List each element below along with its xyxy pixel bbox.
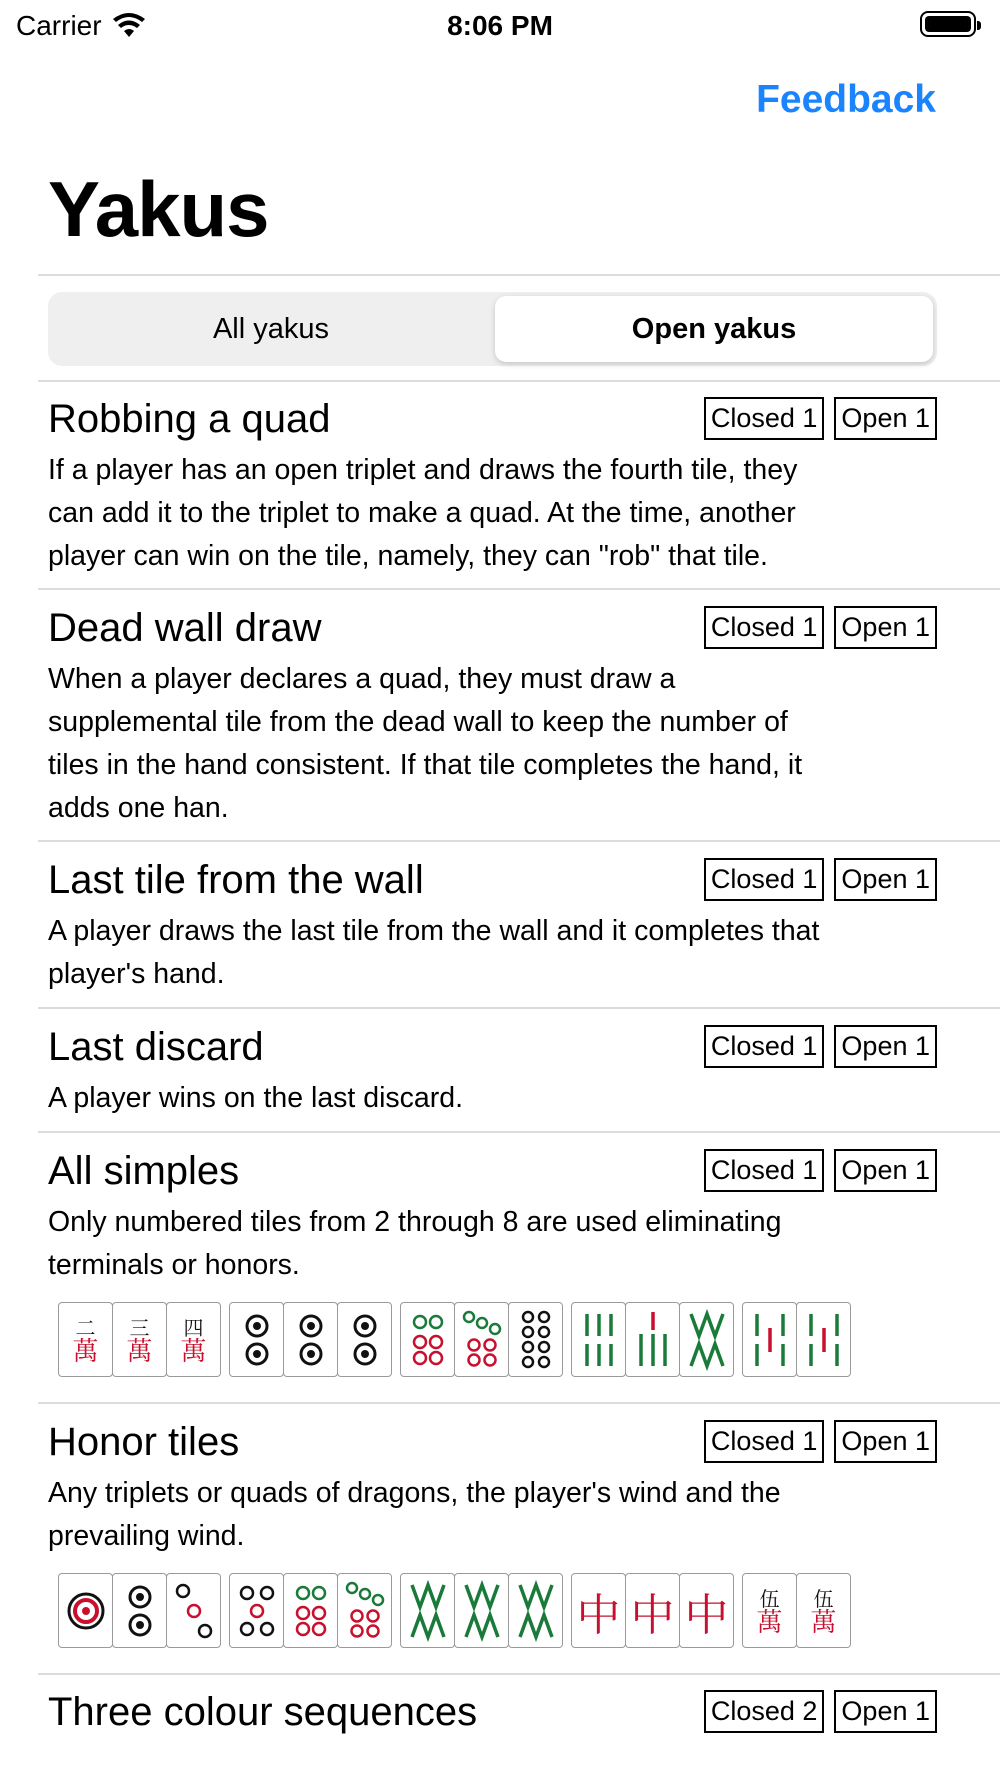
tile-6-pin — [400, 1302, 455, 1377]
open-han-badge: Open 1 — [834, 1025, 937, 1068]
tile-5-pin — [229, 1573, 284, 1648]
han-badges — [704, 1420, 937, 1463]
han-badges — [704, 1025, 937, 1068]
yaku-description: When a player declares a quad, they must draw a supplemental tile from the dead wall to keep the number of tiles in the hand consistent. If that tile completes the hand, it adds one han. — [48, 663, 803, 824]
han-badges — [704, 1149, 937, 1192]
tile-7-pin — [454, 1302, 509, 1377]
closed-han-badge: Closed 1 — [704, 1420, 825, 1463]
yaku-title: Last tile from the wall — [48, 858, 424, 902]
divider — [38, 840, 1000, 842]
tile-8-sou — [508, 1573, 563, 1648]
yaku-title: Three colour sequences — [48, 1690, 478, 1734]
open-han-badge: Open 1 — [834, 606, 937, 649]
divider — [38, 1402, 1000, 1404]
tile-2-pin — [229, 1302, 284, 1377]
tile-2-pin — [283, 1302, 338, 1377]
tile-4-man: 四 萬 — [166, 1302, 221, 1377]
divider — [38, 1131, 1000, 1133]
tile-2-pin — [112, 1573, 167, 1648]
closed-han-badge: Closed 1 — [704, 397, 825, 440]
tile-red-dragon: 中 — [571, 1573, 626, 1648]
segmented-control — [48, 292, 937, 366]
tile-3-man: 三 萬 — [112, 1302, 167, 1377]
open-han-badge: Open 1 — [834, 1420, 937, 1463]
feedback-button[interactable]: Feedback — [756, 78, 936, 121]
closed-han-badge: Closed 1 — [704, 606, 825, 649]
tile-8-sou — [454, 1573, 509, 1648]
yaku-description: If a player has an open triplet and draws the fourth tile, they can add it to the triplet to make a quad. At the time, another player can win on the tile, namely, they can "rob" that tile. — [48, 454, 798, 572]
yaku-row[interactable] — [48, 858, 937, 1004]
tile-5-man: 伍 萬 — [742, 1573, 797, 1648]
open-han-badge: Open 1 — [834, 1690, 937, 1733]
yaku-title: Last discard — [48, 1025, 264, 1069]
page-title: Yakus — [48, 165, 269, 253]
tile-7-pin — [337, 1573, 392, 1648]
tile-5-man: 伍 萬 — [796, 1573, 851, 1648]
status-bar — [0, 0, 1000, 50]
tile-6-sou — [571, 1302, 626, 1377]
closed-han-badge: Closed 1 — [704, 858, 825, 901]
yaku-title: Honor tiles — [48, 1420, 240, 1464]
closed-han-badge: Closed 2 — [704, 1690, 825, 1733]
tile-8-sou — [400, 1573, 455, 1648]
clock: 8:06 PM — [447, 10, 553, 41]
han-badges — [704, 606, 937, 649]
open-han-badge: Open 1 — [834, 397, 937, 440]
battery-icon — [920, 11, 976, 37]
tile-8-pin — [508, 1302, 563, 1377]
tile-7-sou — [625, 1302, 680, 1377]
divider — [38, 380, 1000, 382]
tile-2-man: 二 萬 — [58, 1302, 113, 1377]
segment-open-yakus[interactable]: Open yakus — [495, 296, 933, 362]
han-badges — [704, 1690, 937, 1733]
yaku-title: Robbing a quad — [48, 397, 331, 441]
yaku-title: Dead wall draw — [48, 606, 322, 650]
tile-red-dragon: 中 — [679, 1573, 734, 1648]
han-badges — [704, 858, 937, 901]
divider — [38, 1007, 1000, 1009]
tile-8-sou — [679, 1302, 734, 1377]
divider — [38, 1673, 1000, 1675]
example-hand — [58, 1573, 859, 1648]
yaku-row[interactable] — [48, 1420, 937, 1670]
yaku-title: All simples — [48, 1149, 240, 1193]
divider — [38, 274, 1000, 276]
closed-han-badge: Closed 1 — [704, 1025, 825, 1068]
segment-all-yakus[interactable]: All yakus — [212, 312, 330, 345]
tile-5-sou — [796, 1302, 851, 1377]
yaku-description: Only numbered tiles from 2 through 8 are used eliminating terminals or honors. — [48, 1206, 782, 1281]
open-han-badge: Open 1 — [834, 858, 937, 901]
tile-red-dragon: 中 — [625, 1573, 680, 1648]
yaku-row[interactable] — [48, 1690, 937, 1770]
yaku-row[interactable] — [48, 1025, 937, 1129]
divider — [38, 588, 1000, 590]
yaku-row[interactable] — [48, 606, 937, 836]
yaku-description: A player draws the last tile from the wall and it completes that player's hand. — [48, 915, 820, 990]
tile-2-pin — [337, 1302, 392, 1377]
yaku-row[interactable] — [48, 397, 937, 587]
yaku-description: Any triplets or quads of dragons, the player's wind and the prevailing wind. — [48, 1477, 781, 1552]
tile-6-pin — [283, 1573, 338, 1648]
closed-han-badge: Closed 1 — [704, 1149, 825, 1192]
yaku-row[interactable] — [48, 1149, 937, 1399]
yaku-description: A player wins on the last discard. — [48, 1082, 464, 1114]
carrier-label: Carrier — [16, 10, 102, 41]
han-badges — [704, 397, 937, 440]
tile-1-pin — [58, 1573, 113, 1648]
tile-5-sou — [742, 1302, 797, 1377]
open-han-badge: Open 1 — [834, 1149, 937, 1192]
tile-3-pin — [166, 1573, 221, 1648]
example-hand — [58, 1302, 859, 1377]
